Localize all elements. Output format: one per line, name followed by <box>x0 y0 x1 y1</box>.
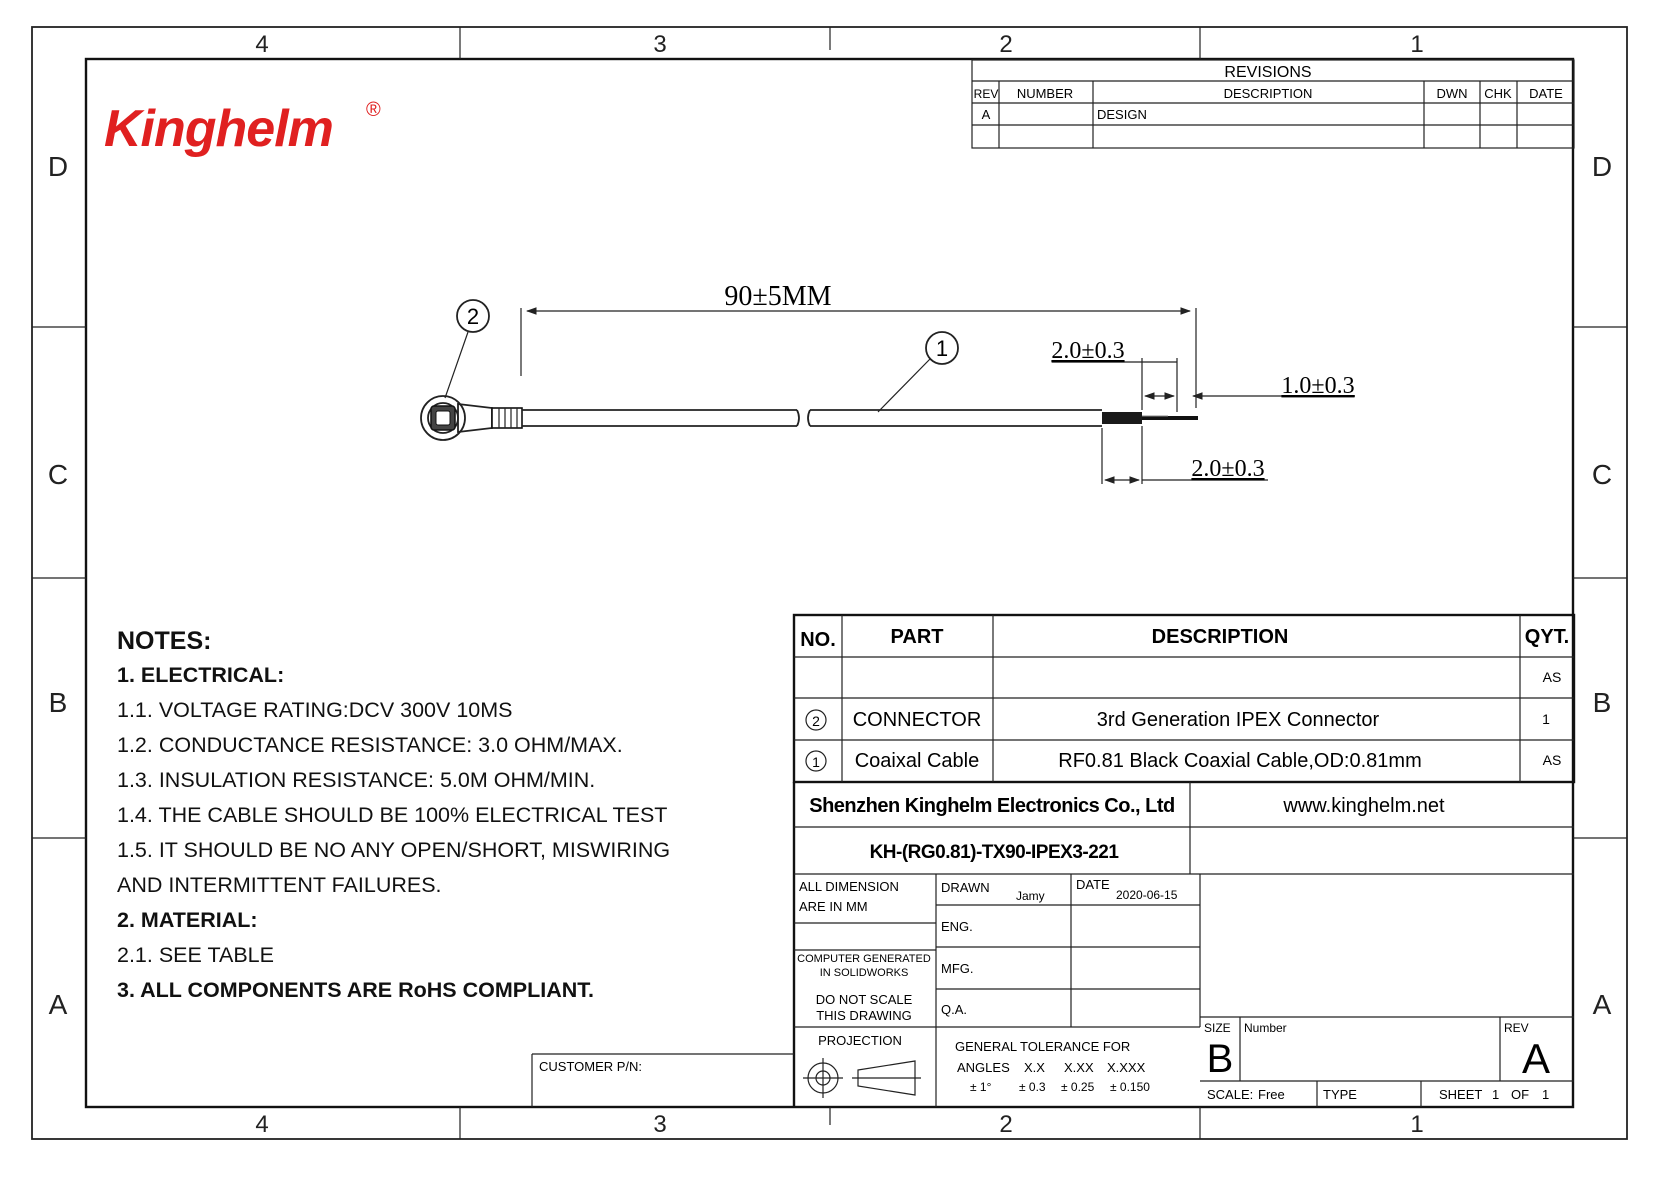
balloon-cable-number: 1 <box>935 336 949 361</box>
bom-row-3-part: Coaixal Cable <box>854 750 980 772</box>
zone-row-right-d: D <box>1591 151 1613 182</box>
kinghelm-logo <box>104 99 381 158</box>
scale-value: Free <box>1258 1087 1285 1102</box>
do-not-scale-line-2: THIS DRAWING <box>816 1008 912 1023</box>
projection-label: PROJECTION <box>818 1033 902 1048</box>
bom-table <box>794 615 1574 782</box>
rev-value: A <box>1521 1035 1551 1082</box>
revisions-row-rev: A <box>981 107 991 122</box>
strip-dimension-inner <box>1193 373 1355 399</box>
tolerance-xx-label: X.X <box>1024 1060 1045 1075</box>
revisions-header-number: NUMBER <box>1016 86 1074 101</box>
sheet-label: SHEET <box>1439 1087 1483 1102</box>
bom-row-3-no: 1 <box>812 754 820 770</box>
title-block <box>794 782 1574 1107</box>
of-value: 1 <box>1542 1087 1550 1102</box>
note-1-2: 1.2. CONDUCTANCE RESISTANCE: 3.0 OHM/MAX. <box>117 733 623 757</box>
type-label: TYPE <box>1323 1087 1357 1102</box>
eng-label: ENG. <box>941 919 973 934</box>
revisions-header-dwn: DWN <box>1436 86 1468 101</box>
revisions-table <box>972 60 1574 148</box>
strip-outer-label: 2.0±0.3 <box>1051 338 1125 364</box>
revisions-header-rev: REV <box>973 87 999 101</box>
mfg-label: MFG. <box>941 961 974 976</box>
number-label: Number <box>1244 1021 1287 1035</box>
part-number: KH-(RG0.81)-TX90-IPEX3-221 <box>869 842 1119 863</box>
balloon-cable <box>878 332 958 412</box>
logo-text: Kinghelm <box>104 100 333 158</box>
note-1-5: 1.5. IT SHOULD BE NO ANY OPEN/SHORT, MISWIRING <box>117 838 671 862</box>
computer-generated-line-2: IN SOLIDWORKS <box>819 967 909 979</box>
tolerance-xxxx-value: ± 0.150 <box>1110 1080 1150 1094</box>
zone-col-top-4: 4 <box>255 31 269 58</box>
angles-value: ± 1° <box>970 1080 992 1094</box>
drawn-value: Jamy <box>1016 889 1045 903</box>
size-value: B <box>1206 1037 1234 1081</box>
bom-row-2-no: 2 <box>812 713 820 729</box>
third-angle-projection-icon <box>803 1058 921 1098</box>
bom-header-description: DESCRIPTION <box>1151 626 1289 648</box>
zone-row-right-b: B <box>1592 687 1612 718</box>
tolerance-xx-value: ± 0.3 <box>1019 1080 1046 1094</box>
revisions-row-description: DESIGN <box>1097 107 1147 122</box>
date-label: DATE <box>1076 877 1110 892</box>
zone-row-left-b: B <box>48 687 68 718</box>
revisions-header-chk: CHK <box>1484 86 1512 101</box>
ipex-connector-shape <box>421 396 522 440</box>
strip-dimension-outer <box>1051 338 1177 412</box>
zone-row-left-d: D <box>47 151 69 182</box>
all-dimension-line-1: ALL DIMENSION <box>799 879 899 894</box>
strip-lower-label: 2.0±0.3 <box>1191 456 1265 482</box>
customer-pn-box <box>532 1054 794 1107</box>
zone-row-left-a: A <box>48 989 68 1020</box>
zone-col-bottom-2: 2 <box>999 1111 1013 1138</box>
bom-header-no: NO. <box>800 629 836 651</box>
notes-heading-rohs: 3. ALL COMPONENTS ARE RoHS COMPLIANT. <box>117 978 594 1002</box>
note-2-1: 2.1. SEE TABLE <box>117 943 274 967</box>
bom-header-part: PART <box>890 626 944 648</box>
computer-generated-line-1: COMPUTER GENERATED <box>797 953 931 965</box>
note-1-4: 1.4. THE CABLE SHOULD BE 100% ELECTRICAL TEST <box>117 803 668 827</box>
length-dimension-label: 90±5MM <box>724 281 832 312</box>
zone-row-right-a: A <box>1592 989 1612 1020</box>
zone-col-top-3: 3 <box>653 31 667 58</box>
bom-row-2-description: 3rd Generation IPEX Connector <box>1096 709 1380 731</box>
logo-registered-mark: ® <box>366 99 381 121</box>
coax-cable-shape <box>522 410 1198 426</box>
notes-title: NOTES: <box>117 627 212 655</box>
size-label: SIZE <box>1204 1021 1231 1035</box>
customer-pn-label: CUSTOMER P/N: <box>539 1059 643 1074</box>
bom-row-2-part: CONNECTOR <box>852 709 982 731</box>
zone-col-top-1: 1 <box>1410 31 1424 58</box>
notes-heading-electrical: 1. ELECTRICAL: <box>117 663 285 687</box>
do-not-scale-line-1: DO NOT SCALE <box>815 992 913 1007</box>
revisions-header-description: DESCRIPTION <box>1223 86 1313 101</box>
all-dimension-line-2: ARE IN MM <box>799 899 868 914</box>
company-website: www.kinghelm.net <box>1283 795 1445 817</box>
tolerance-title: GENERAL TOLERANCE FOR <box>955 1039 1131 1054</box>
cable-assembly-drawing <box>421 281 1355 484</box>
note-1-1: 1.1. VOLTAGE RATING:DCV 300V 10MS <box>117 698 513 722</box>
strip-inner-label: 1.0±0.3 <box>1281 373 1355 399</box>
revisions-header-date: DATE <box>1529 86 1563 101</box>
zone-col-bottom-3: 3 <box>653 1111 667 1138</box>
sheet-value: 1 <box>1492 1087 1500 1102</box>
angles-label: ANGLES <box>957 1060 1010 1075</box>
tolerance-xxx-label: X.XX <box>1064 1060 1094 1075</box>
date-value: 2020-06-15 <box>1116 888 1178 902</box>
note-1-5-continued: AND INTERMITTENT FAILURES. <box>117 873 442 897</box>
company-name: Shenzhen Kinghelm Electronics Co., Ltd <box>809 795 1175 817</box>
revisions-title: REVISIONS <box>1224 64 1312 81</box>
of-label: OF <box>1511 1087 1530 1102</box>
bom-row-3-qty: AS <box>1542 752 1562 768</box>
bom-row-1-qty: AS <box>1542 669 1562 685</box>
tolerance-xxx-value: ± 0.25 <box>1061 1080 1095 1094</box>
zone-row-left-c: C <box>47 459 69 490</box>
notes-heading-material: 2. MATERIAL: <box>117 908 258 932</box>
zone-row-right-c: C <box>1591 459 1613 490</box>
bom-row-2-qty: 1 <box>1542 711 1550 727</box>
qa-label: Q.A. <box>941 1002 968 1017</box>
scale-label: SCALE: <box>1207 1087 1254 1102</box>
notes-section <box>117 622 677 1008</box>
zone-col-bottom-4: 4 <box>255 1111 269 1138</box>
drawn-label: DRAWN <box>941 880 990 895</box>
bom-row-3-description: RF0.81 Black Coaxial Cable,OD:0.81mm <box>1058 750 1422 772</box>
strip-dimension-lower <box>1102 426 1268 484</box>
balloon-connector <box>445 300 489 398</box>
balloon-connector-number: 2 <box>466 304 480 329</box>
zone-col-top-2: 2 <box>999 31 1013 58</box>
tolerance-xxxx-label: X.XXX <box>1107 1060 1146 1075</box>
zone-col-bottom-1: 1 <box>1410 1111 1424 1138</box>
note-1-3: 1.3. INSULATION RESISTANCE: 5.0M OHM/MIN. <box>117 768 596 792</box>
rev-label: REV <box>1504 1021 1529 1035</box>
bom-header-qty: QYT. <box>1524 626 1570 648</box>
